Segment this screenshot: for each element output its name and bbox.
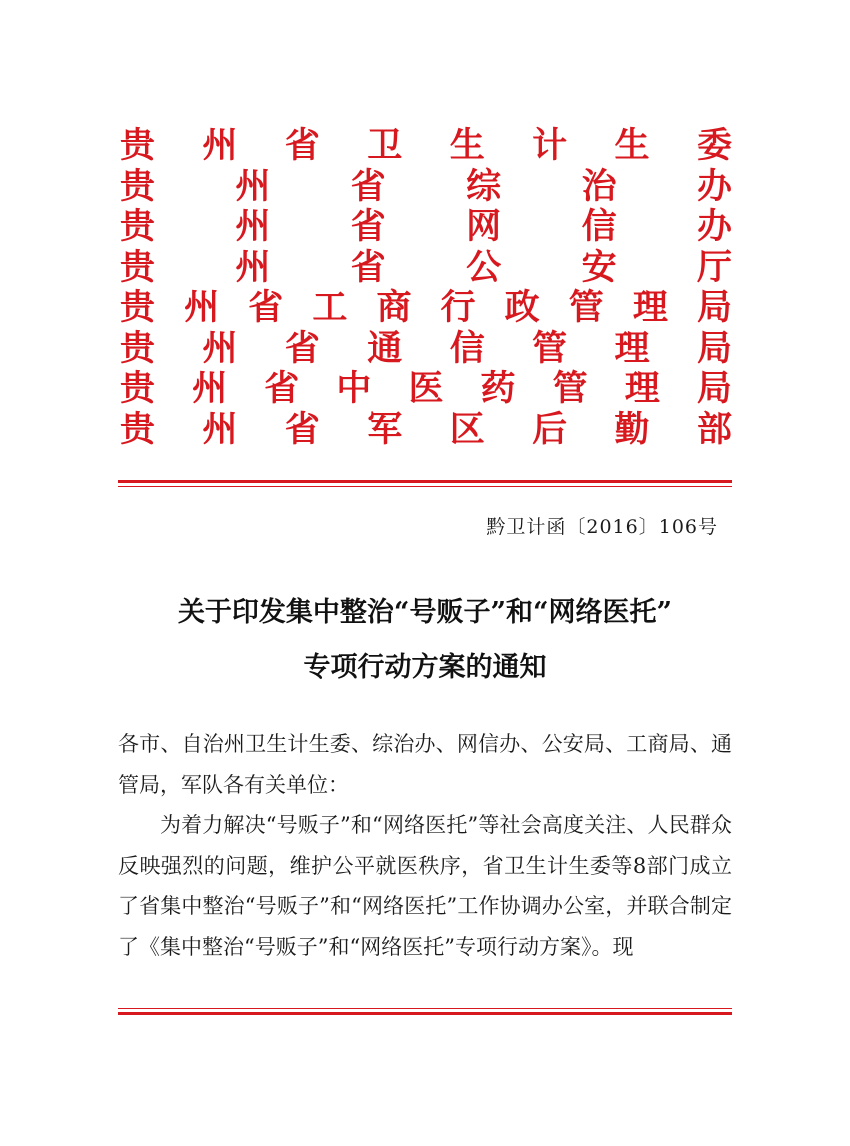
agency-char: 管 — [532, 327, 568, 369]
agency-line — [120, 369, 732, 410]
agency-char: 州 — [184, 287, 220, 328]
agency-char: 局 — [696, 368, 732, 409]
agency-char: 综 — [466, 165, 502, 207]
agency-char: 贵 — [120, 206, 156, 247]
addressee: 各市、自治州卫生计生委、综治办、网信办、公安局、工商局、通管局，军队各有关单位： — [118, 732, 732, 797]
agency-char: 贵 — [120, 165, 156, 207]
agency-char: 生 — [614, 125, 650, 166]
agency-char: 药 — [480, 368, 516, 409]
header-separator-rule — [118, 480, 732, 487]
agency-char: 办 — [696, 165, 732, 207]
agency-line — [120, 329, 732, 370]
body-paragraph: 为着力解决“号贩子”和“网络医托”等社会高度关注、人民群众反映强烈的问题，维护公平就医秩序，省卫生计生委等8部门成立了省集中整治“号贩子”和“网络医托”工作协调办公室，并联合制定了《集中整治“号贩子”和“网络医托”专项行动方案》。现 — [118, 813, 732, 959]
issuing-agencies — [120, 126, 732, 450]
agency-char: 州 — [202, 327, 238, 369]
agency-char: 管 — [552, 368, 588, 409]
agency-char: 省 — [350, 246, 386, 288]
agency-char: 理 — [624, 368, 660, 409]
agency-char: 州 — [235, 246, 271, 288]
agency-char: 部 — [696, 408, 732, 450]
agency-char: 贵 — [120, 327, 156, 369]
agency-char: 计 — [532, 125, 568, 166]
agency-line — [120, 207, 732, 248]
thin-red-rule — [118, 1008, 732, 1009]
agency-char: 信 — [581, 206, 617, 247]
agency-char: 省 — [284, 125, 320, 166]
agency-char: 州 — [202, 125, 238, 166]
agency-char: 生 — [449, 125, 485, 166]
agency-char: 医 — [408, 368, 444, 409]
agency-char: 安 — [581, 246, 617, 288]
document-title-line-1: 关于印发集中整治“号贩子”和“网络医托” — [177, 597, 673, 628]
document-title-line-2: 专项行动方案的通知 — [303, 652, 547, 683]
agency-char: 信 — [449, 327, 485, 369]
agency-char: 后 — [532, 408, 568, 450]
agency-char: 省 — [350, 206, 386, 247]
agency-char: 勤 — [614, 408, 650, 450]
agency-char: 贵 — [120, 368, 156, 409]
agency-char: 政 — [504, 287, 540, 328]
agency-char: 州 — [235, 206, 271, 247]
agency-char: 贵 — [120, 246, 156, 288]
agency-char: 军 — [367, 408, 403, 450]
agency-char: 州 — [202, 408, 238, 450]
thick-red-rule — [118, 480, 732, 483]
agency-char: 区 — [449, 408, 485, 450]
thick-red-rule — [118, 1012, 732, 1015]
agency-char: 省 — [284, 408, 320, 450]
agency-char: 省 — [264, 368, 300, 409]
agency-char: 省 — [284, 327, 320, 369]
agency-char: 网 — [466, 206, 502, 247]
agency-line — [120, 167, 732, 208]
document-body — [118, 724, 732, 967]
agency-char: 理 — [614, 327, 650, 369]
agency-char: 商 — [376, 287, 412, 328]
agency-char: 理 — [632, 287, 668, 328]
agency-char: 中 — [336, 368, 372, 409]
agency-char: 公 — [466, 246, 502, 288]
agency-char: 州 — [235, 165, 271, 207]
agency-char: 贵 — [120, 287, 156, 328]
agency-char: 局 — [696, 327, 732, 369]
agency-char: 州 — [192, 368, 228, 409]
agency-line — [120, 288, 732, 329]
agency-char: 治 — [581, 165, 617, 207]
agency-line — [120, 126, 732, 167]
agency-char: 贵 — [120, 125, 156, 166]
agency-char: 管 — [568, 287, 604, 328]
agency-char: 通 — [367, 327, 403, 369]
agency-line — [120, 248, 732, 289]
agency-char: 贵 — [120, 408, 156, 450]
thin-red-rule — [118, 486, 732, 487]
agency-line — [120, 410, 732, 451]
footer-separator-rule — [118, 1008, 732, 1015]
agency-char: 卫 — [367, 125, 403, 166]
agency-char: 局 — [696, 287, 732, 328]
agency-char: 厅 — [696, 246, 732, 288]
agency-char: 委 — [696, 125, 732, 166]
document-number: 黔卫计函〔2016〕106号 — [486, 516, 718, 538]
agency-char: 省 — [248, 287, 284, 328]
agency-char: 行 — [440, 287, 476, 328]
agency-char: 省 — [350, 165, 386, 207]
agency-char: 工 — [312, 287, 348, 328]
agency-char: 办 — [696, 206, 732, 247]
